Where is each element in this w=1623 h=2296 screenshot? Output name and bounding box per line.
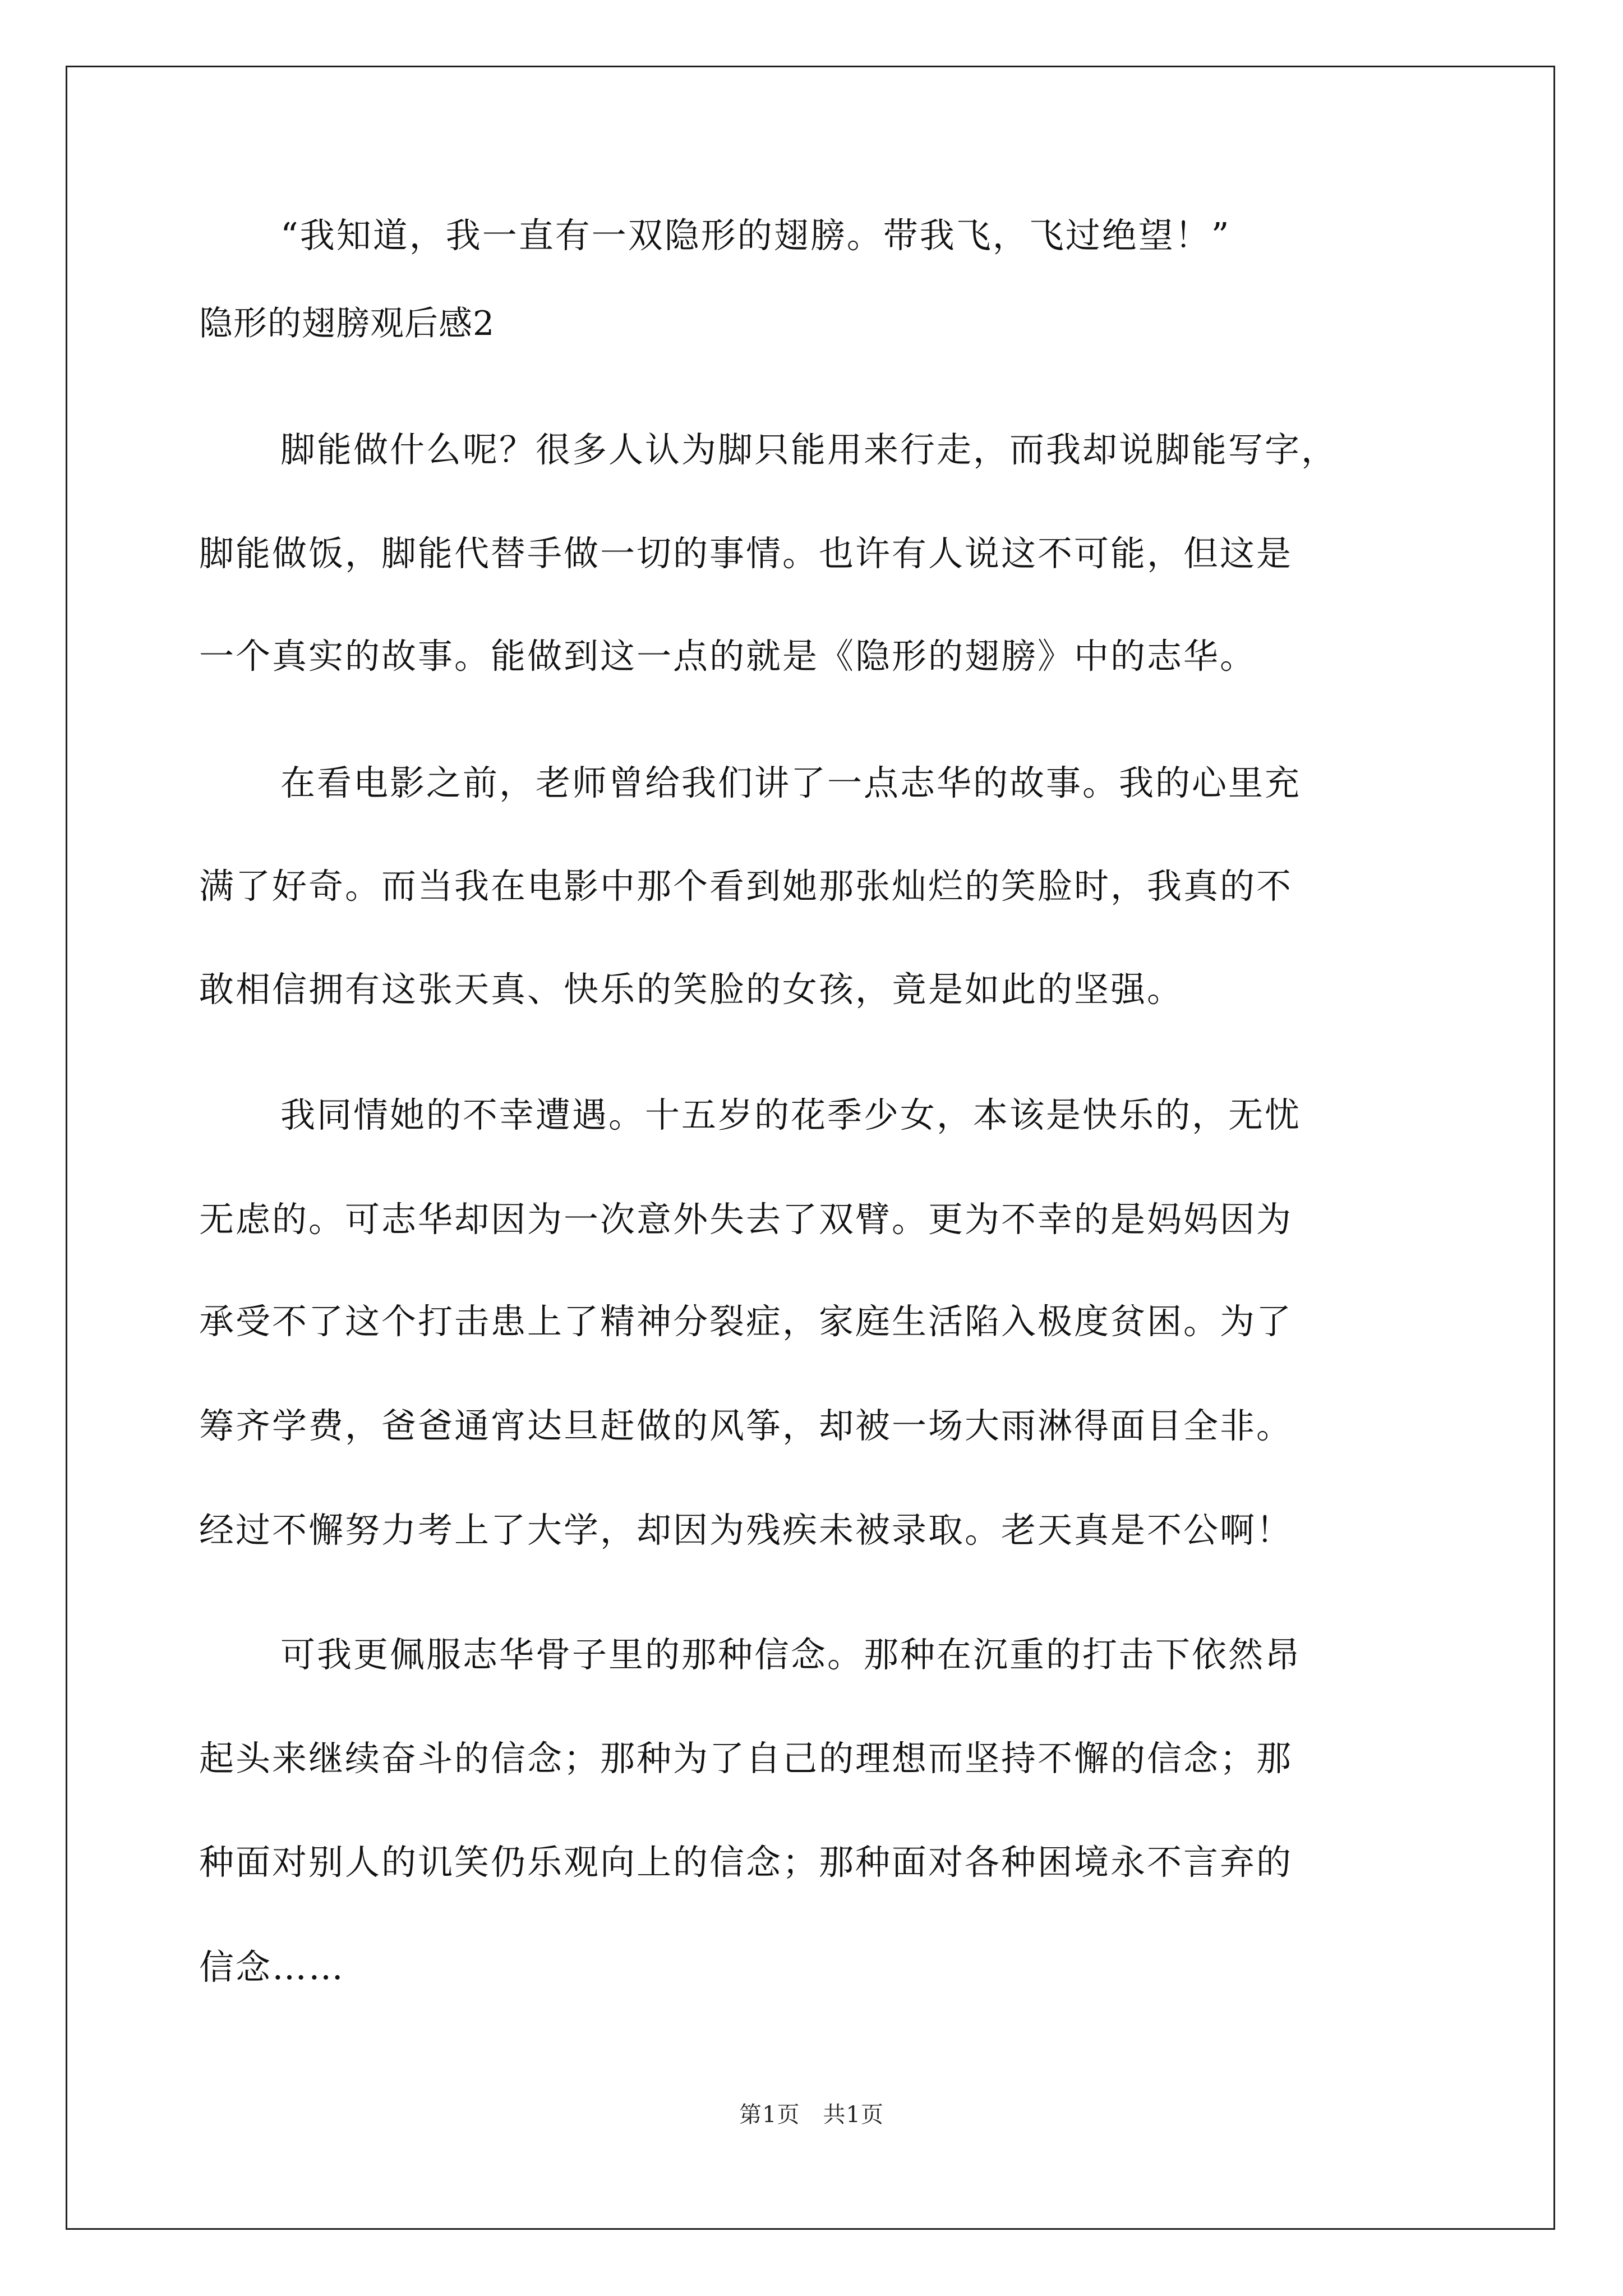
page-number-footer: 第1页 共1页 — [739, 2102, 884, 2128]
paragraph-1-line-2: 脚能做饭，脚能代替手做一切的事情。也许有人说这不可能，但这是 — [199, 533, 1293, 574]
paragraph-3-line-2: 无虑的。可志华却因为一次意外失去了双臂。更为不幸的是妈妈因为 — [199, 1199, 1293, 1240]
paragraph-4-line-1: 可我更佩服志华骨子里的那种信念。那种在沉重的打击下依然昂 — [280, 1634, 1302, 1675]
page-border — [66, 66, 1555, 2230]
paragraph-1-line-3: 一个真实的故事。能做到这一点的就是《隐形的翅膀》中的志华。 — [199, 636, 1257, 677]
document-heading: 隐形的翅膀观后感2 — [199, 304, 495, 343]
paragraph-2-line-2: 满了好奇。而当我在电影中那个看到她那张灿烂的笑脸时，我真的不 — [199, 866, 1293, 907]
paragraph-3-line-1: 我同情她的不幸遭遇。十五岁的花季少女，本该是快乐的，无忧 — [280, 1094, 1302, 1135]
paragraph-2-line-1: 在看电影之前，老师曾给我们讲了一点志华的故事。我的心里充 — [280, 762, 1302, 803]
paragraph-4-line-4: 信念…… — [199, 1947, 345, 1987]
paragraph-4-line-3: 种面对别人的讥笑仍乐观向上的信念；那种面对各种困境永不言弃的 — [199, 1842, 1293, 1883]
paragraph-4-line-2: 起头来继续奋斗的信念；那种为了自己的理想而坚持不懈的信念；那 — [199, 1738, 1293, 1779]
paragraph-2-line-3: 敢相信拥有这张天真、快乐的笑脸的女孩，竟是如此的坚强。 — [199, 969, 1184, 1010]
paragraph-1-line-1: 脚能做什么呢？很多人认为脚只能用来行走，而我却说脚能写字， — [280, 429, 1338, 470]
quote-line: “我知道，我一直有一双隐形的翅膀。带我飞，飞过绝望！” — [280, 215, 1231, 256]
paragraph-3-line-4: 筹齐学费，爸爸通宵达旦赶做的风筝，却被一场大雨淋得面目全非。 — [199, 1405, 1293, 1446]
paragraph-3-line-3: 承受不了这个打击患上了精神分裂症，家庭生活陷入极度贫困。为了 — [199, 1301, 1293, 1342]
paragraph-3-line-5: 经过不懈努力考上了大学，却因为残疾未被录取。老天真是不公啊！ — [199, 1510, 1293, 1550]
